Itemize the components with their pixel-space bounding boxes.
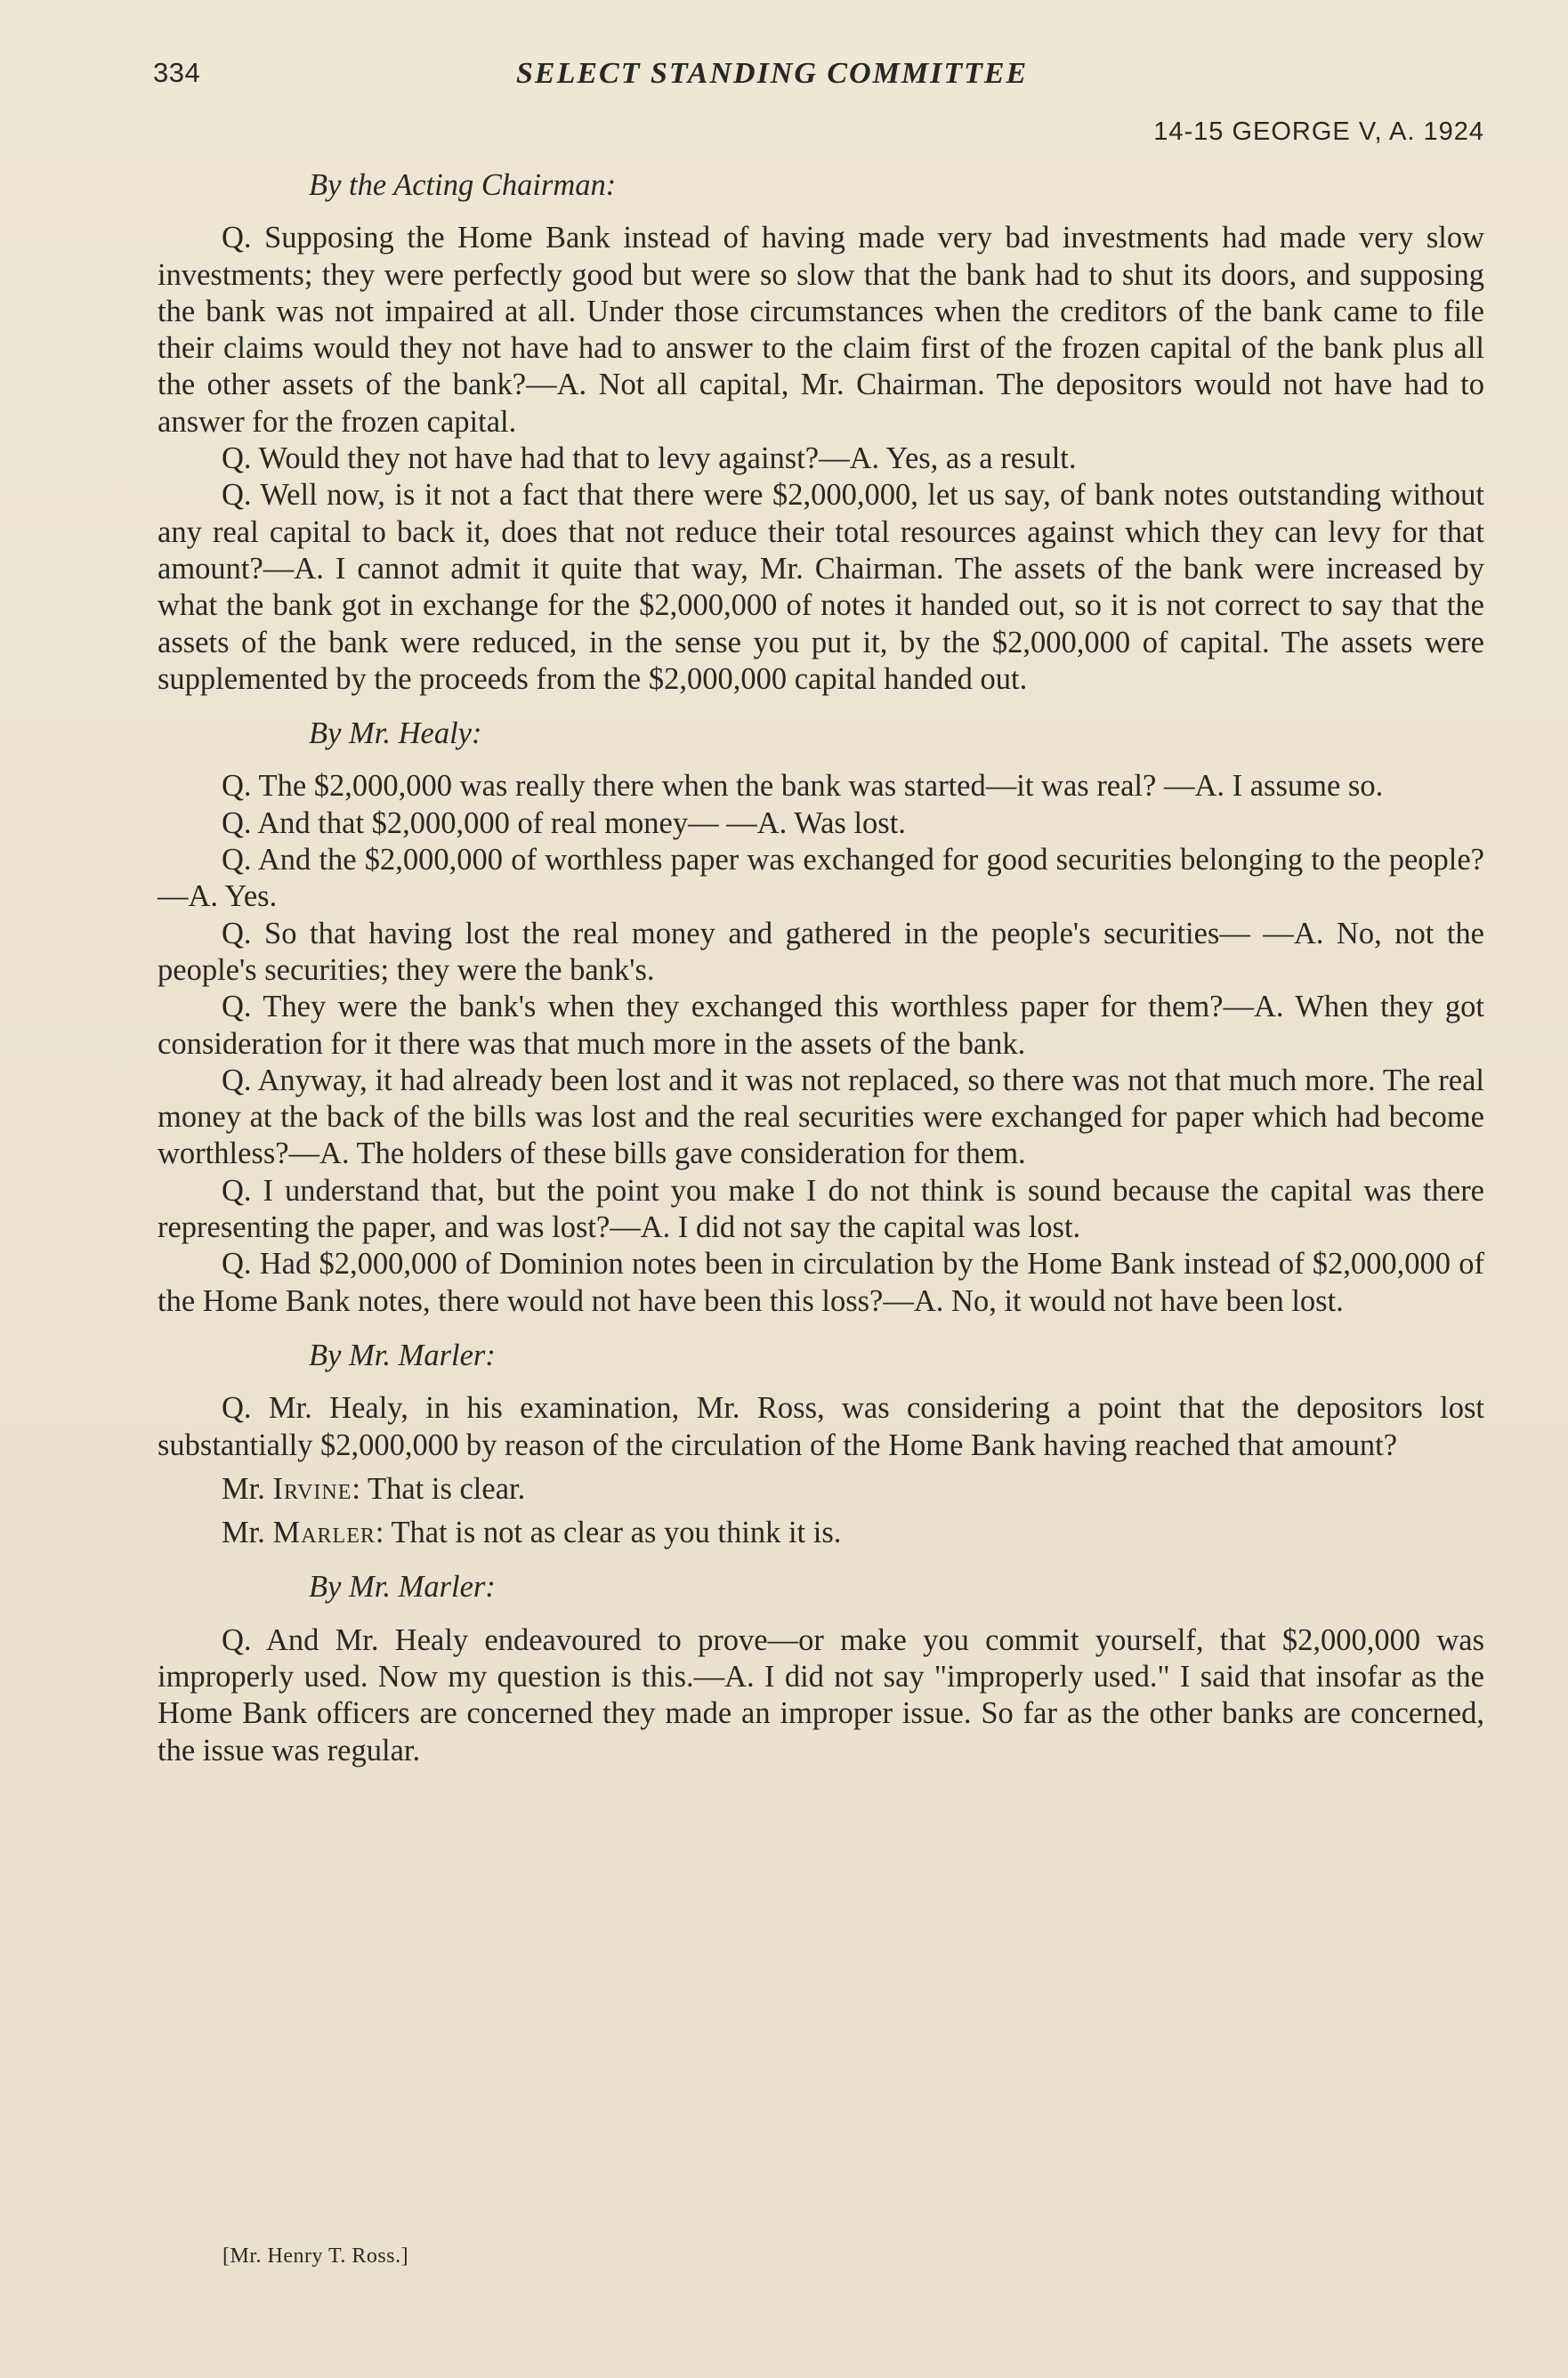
paragraph: Q. So that having lost the real money and gathered in the people's securities— —A. No, not the people's securities; they were the bank's. xyxy=(158,916,1484,987)
running-title: SELECT STANDING COMMITTEE xyxy=(516,57,1029,90)
paragraph: Q. Well now, is it not a fact that there were $2,000,000, let us say, of bank notes outstanding without any real capital to back it, does that not reduce their total resources against which they can levy for that amount?—A. I cannot admit it quite that way, Mr. Chairman. The assets of the bank were increased by what the bank got in exchange for the $2,000,000 of notes it handed out, so it is not correct to say that the assets of the bank were reduced, in the sense you put it, by the $2,000,000 of capital. The assets were supplemented by the proceeds from the $2,000,000 capital handed out. xyxy=(158,478,1484,696)
paragraph: Q. I understand that, but the point you make I do not think is sound because the capital was there representing the paper, and was lost?—A. I did not say the capital was lost. xyxy=(158,1173,1484,1245)
remark-speaker: Irvine xyxy=(272,1471,352,1506)
paragraph: Q. Had $2,000,000 of Dominion notes been in circulation by the Home Bank instead of $2,000,000 of the Home Bank notes, there would not have been this loss?—A. No, it would not have been lost. xyxy=(158,1247,1484,1318)
remark-text: : That is clear. xyxy=(352,1471,526,1506)
paragraph: Q. The $2,000,000 was really there when the bank was started—it was real? —A. I assume so. xyxy=(222,769,1384,804)
paragraph: Q. Anyway, it had already been lost and it was not replaced, so there was not that much more. The real money at the back of the bills was lost and the real securities were exchanged for paper which had become worthless?—A. The holders of these bills gave consideration for them. xyxy=(158,1063,1484,1171)
paragraph: Q. And that $2,000,000 of real money— —A. Was lost. xyxy=(222,805,906,840)
remark-speaker: Marler xyxy=(272,1516,376,1550)
page-header xyxy=(153,57,1484,146)
transcript-body xyxy=(158,167,1484,1769)
section-heading: By Mr. Marler: xyxy=(309,1338,496,1372)
witness-footer: [Mr. Henry T. Ross.] xyxy=(222,2245,409,2268)
paragraph: Q. They were the bank's when they exchanged this worthless paper for them?—A. When they got consideration for it there was that much more in the assets of the bank. xyxy=(158,990,1484,1061)
paragraph: Q. Would they not have had that to levy against?—A. Yes, as a result. xyxy=(222,441,1077,476)
paragraph: Q. Mr. Healy, in his examination, Mr. Ross, was considering a point that the depositors lost substantially $2,000,000 by reason of the circulation of the Home Bank having reached that amount? xyxy=(158,1391,1484,1462)
section-heading: By Mr. Healy: xyxy=(309,716,482,751)
page-number: 334 xyxy=(153,57,201,88)
paragraph: Q. And the $2,000,000 of worthless paper was exchanged for good securities belonging to the people?—A. Yes. xyxy=(158,843,1484,914)
paragraph: Q. And Mr. Healy endeavoured to prove—or make you commit yourself, that $2,000,000 was improperly used. Now my question is this.—A. I did not say "improperly used." I said that insofar as the Home Bank officers are concerned they made an improper issue. So far as the other banks are concerned, the issue was regular. xyxy=(158,1622,1484,1767)
remark xyxy=(158,1471,1484,1508)
remark-text: : That is not as clear as you think it is. xyxy=(375,1516,842,1550)
section-heading: By the Acting Chairman: xyxy=(309,168,617,202)
paragraph: Q. Supposing the Home Bank instead of having made very bad investments had made very slow investments; they were perfectly good but were so slow that the bank had to shut its doors, and supposing the bank was not impaired at all. Under those circumstances when the creditors of the bank came to file their claims would they not have had to answer to the claim first of the frozen capital of the bank plus all the other assets of the bank?—A. Not all capital, Mr. Chairman. The depositors would not have had to answer for the frozen capital. xyxy=(158,221,1484,439)
section-heading: By Mr. Marler: xyxy=(309,1570,496,1605)
remark-prefix: Mr. xyxy=(222,1516,273,1550)
session-label: 14-15 GEORGE V, A. 1924 xyxy=(1153,117,1484,146)
remark-prefix: Mr. xyxy=(222,1471,273,1506)
remark xyxy=(158,1515,1484,1551)
